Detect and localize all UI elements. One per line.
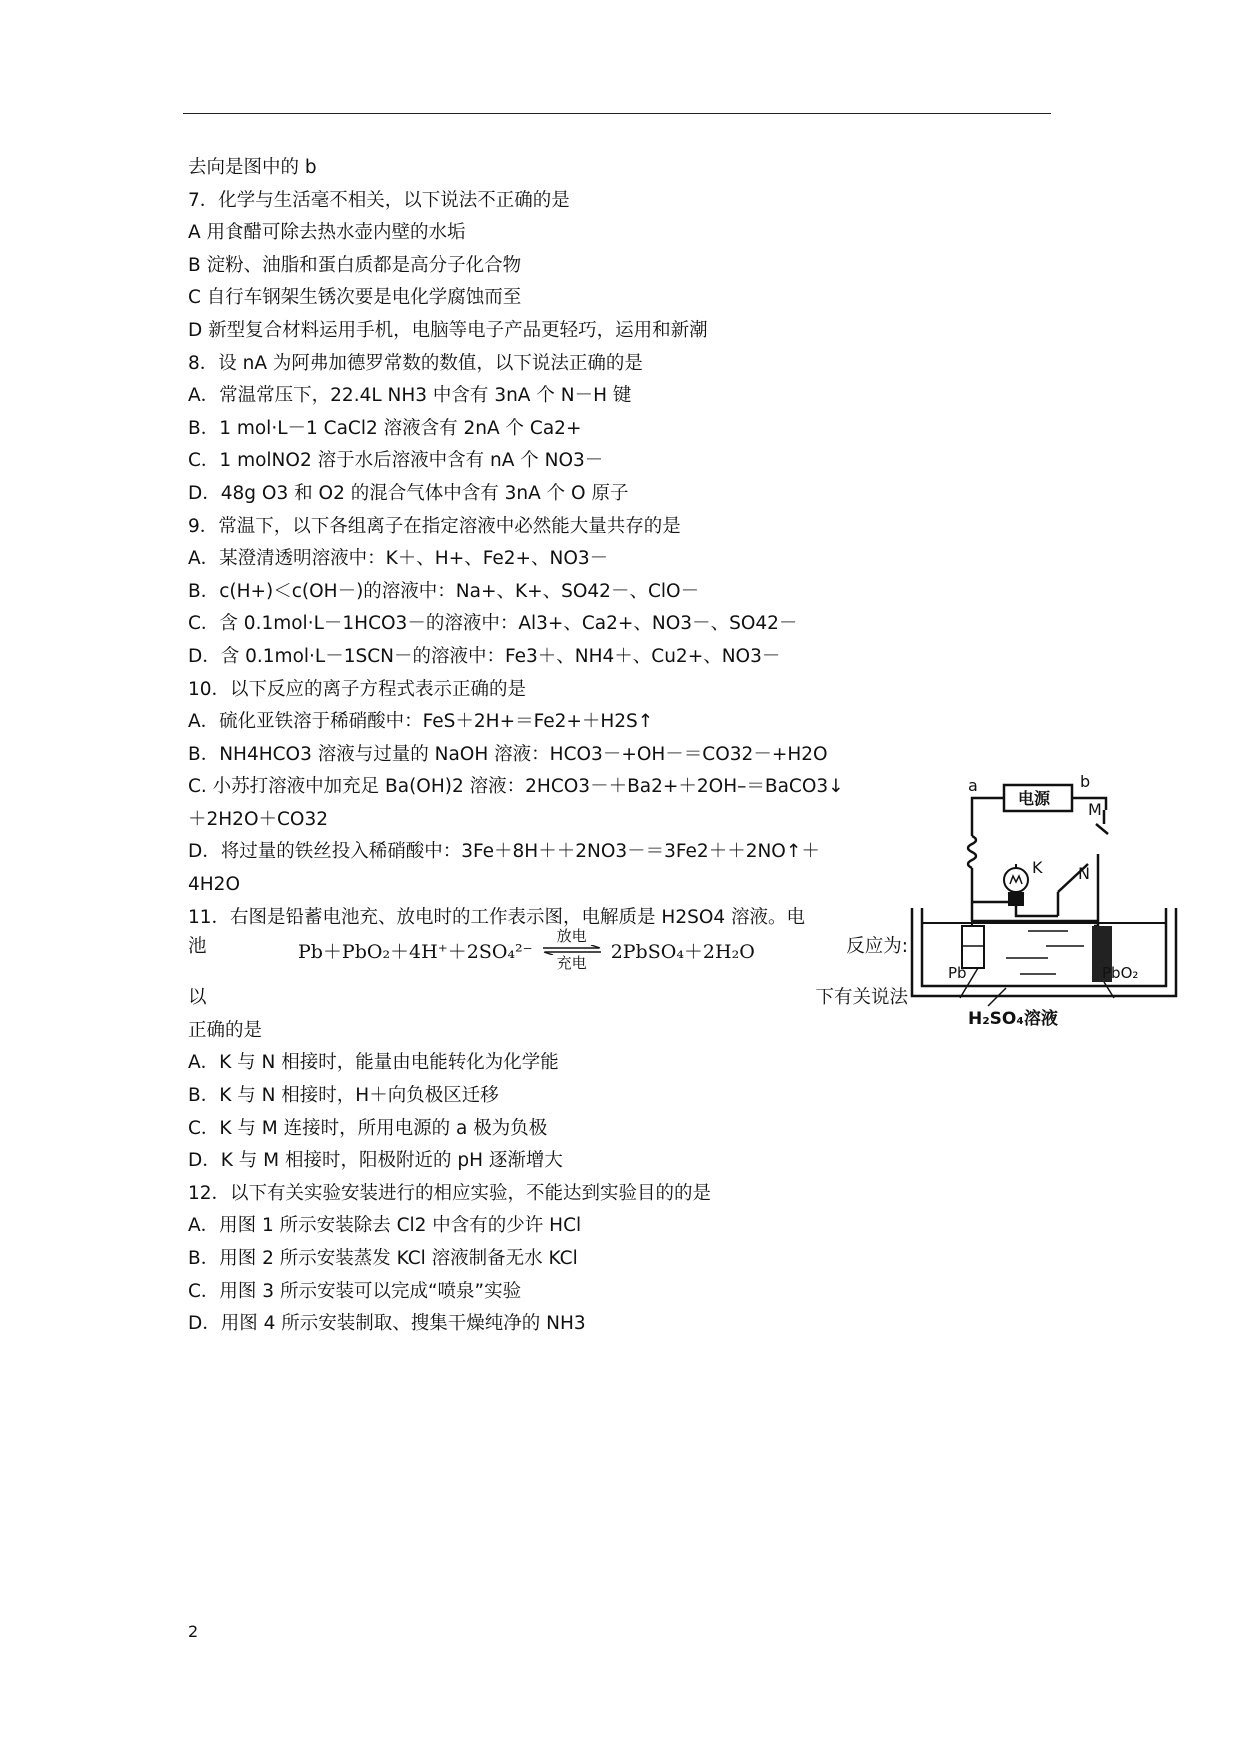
question-8-option-a: A．常温常压下，22.4L NH3 中含有 3nA 个 N－H 键 [188, 385, 632, 407]
question-12-stem: 12．以下有关实验安装进行的相应实验，不能达到实验目的的是 [188, 1182, 712, 1204]
equation-right-word: 反应为: [846, 936, 908, 958]
arrow-label-discharge: 放电 [556, 927, 587, 946]
equilibrium-arrow [541, 928, 603, 972]
question-9-option-b: B．c(H+)＜c(OH－)的溶液中：Na+、K+、SO42－、ClO－ [188, 580, 700, 602]
question-8-option-c: C．1 molNO2 溶于水后溶液中含有 nA 个 NO3－ [188, 450, 604, 472]
document-body [188, 152, 908, 1341]
contact-m-label: M [1088, 800, 1102, 819]
question-7-stem: 7．化学与生活毫不相关，以下说法不正确的是 [188, 189, 570, 211]
question-9-option-a: A．某澄清透明溶液中：K＋、H+、Fe2+、NO3－ [188, 548, 609, 570]
question-10-option-b: B．NH4HCO3 溶液与过量的 NaOH 溶液：HCO3－+OH－＝CO32－+H2O [188, 743, 828, 765]
power-supply-label: 电源 [1018, 789, 1051, 808]
electrolyte-label: H₂SO₄溶液 [968, 1009, 1058, 1029]
question-12-option-c: C．用图 3 所示安装可以完成“喷泉”实验 [188, 1280, 522, 1302]
question-10-option-c-cont: ＋2H2O＋CO32 [188, 808, 329, 830]
equation-reactants: Pb＋PbO₂＋4H⁺＋2SO₄²⁻ [297, 940, 533, 963]
switch-k-label: K [1032, 858, 1043, 877]
question-11-option-c: C．K 与 M 连接时，所用电源的 a 极为负极 [188, 1117, 548, 1139]
page-number: 2 [188, 1622, 199, 1641]
question-11-option-a: A．K 与 N 相接时，能量由电能转化为化学能 [188, 1052, 559, 1074]
battery-equation-row [188, 927, 908, 982]
contact-n-label: N [1078, 864, 1090, 883]
stem-left-word: 以 [188, 987, 207, 1009]
question-10-option-d: D．将过量的铁丝投入稀硝酸中：3Fe＋8H＋＋2NO3－＝3Fe2＋＋2NO↑＋ [188, 841, 820, 863]
question-8-option-d: D．48g O3 和 O2 的混合气体中含有 3nA 个 O 原子 [188, 482, 629, 504]
question-10-option-d-cont: 4H2O [188, 874, 241, 896]
equation-products: 2PbSO₄＋2H₂O [610, 940, 755, 963]
question-9-option-c: C．含 0.1mol·L－1HCO3－的溶液中：Al3+、Ca2+、NO3－、SO42－ [188, 613, 798, 635]
text-line: 去向是图中的 b [188, 157, 317, 178]
lead-acid-battery-diagram [908, 772, 1180, 1040]
question-9-option-d: D．含 0.1mol·L－1SCN－的溶液中：Fe3＋、NH4＋、Cu2+、NO3－ [188, 645, 781, 667]
question-12-option-d: D．用图 4 所示安装制取、搜集干燥纯净的 NH3 [188, 1313, 586, 1335]
stem-right-word: 下有关说法 [815, 987, 908, 1009]
question-9-stem: 9．常温下，以下各组离子在指定溶液中必然能大量共存的是 [188, 515, 681, 537]
question-11-option-b: B．K 与 N 相接时，H＋向负极区迁移 [188, 1085, 499, 1107]
question-7-option-a: A 用食醋可除去热水壶内壁的水垢 [188, 222, 466, 244]
question-7-option-c: C 自行车钢架生锈次要是电化学腐蚀而至 [188, 287, 522, 309]
question-10-option-c: C. 小苏打溶液中加充足 Ba(OH)2 溶液：2HCO3－＋Ba2+＋2OH–＝BaCO3↓ [188, 776, 844, 798]
question-8-stem: 8．设 nA 为阿弗加德罗常数的数值，以下说法正确的是 [188, 352, 643, 374]
question-11-option-d: D．K 与 M 相接时，阳极附近的 pH 逐渐增大 [188, 1150, 563, 1172]
header-rule [183, 113, 1051, 114]
question-11-stem-cont [188, 982, 908, 1015]
question-8-option-b: B．1 mol·L－1 CaCl2 溶液含有 2nA 个 Ca2+ [188, 417, 582, 439]
question-7-option-b: B 淀粉、油脂和蛋白质都是高分子化合物 [188, 254, 522, 276]
pbo2-electrode-label: PbO₂ [1102, 964, 1139, 982]
arrow-label-charge: 充电 [556, 954, 587, 973]
question-12-option-b: B．用图 2 所示安装蒸发 KCl 溶液制备无水 KCl [188, 1248, 578, 1269]
question-10-stem: 10．以下反应的离子方程式表示正确的是 [188, 678, 527, 700]
question-11-stem: 11．右图是铅蓄电池充、放电时的工作表示图，电解质是 H2SO4 溶液。电 [188, 906, 806, 928]
battery-equation [298, 928, 755, 972]
question-12-option-a: A．用图 1 所示安装除去 Cl2 中含有的少许 HCl [188, 1215, 582, 1237]
battery-circuit-drawing [908, 776, 1180, 1040]
equation-left-word: 池 [188, 936, 207, 958]
terminal-b-label: b [1080, 772, 1091, 791]
question-11-stem-end: 正确的是 [188, 1019, 263, 1041]
terminal-a-label: a [968, 776, 978, 795]
pb-electrode-label: Pb [948, 964, 967, 982]
question-10-option-a: A．硫化亚铁溶于稀硝酸中：FeS＋2H+＝Fe2+＋H2S↑ [188, 711, 654, 733]
question-7-option-d: D 新型复合材料运用手机，电脑等电子产品更轻巧，运用和新潮 [188, 319, 708, 341]
